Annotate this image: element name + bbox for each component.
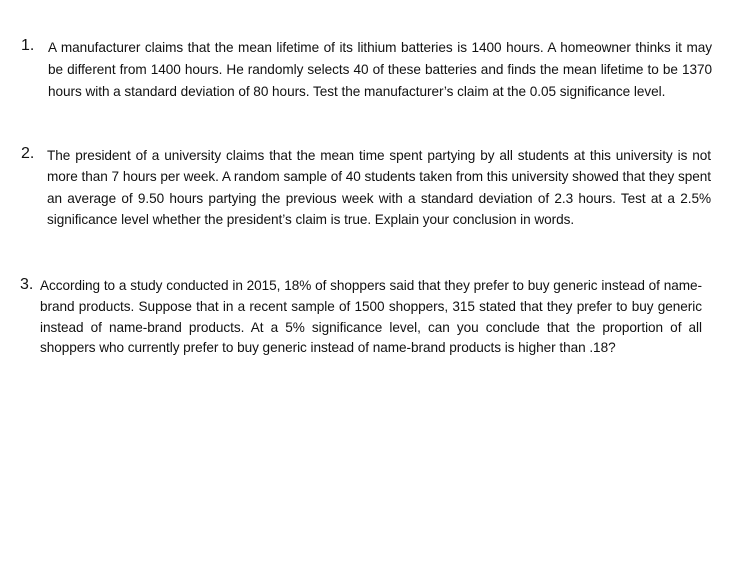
problem-text: According to a study conducted in 2015, 18% of shoppers said that they prefer to buy generic instead of name-brand products. Suppose that in a recent sample of 1500 shoppers, 315 stated that they prefer to buy generic instead of name-brand products. At a 5% significance level, can you conclude that the proportion of all shoppers who currently prefer to buy generic instead of name-brand products is higher than .18? — [40, 278, 702, 356]
problem-text: The president of a university claims that the mean time spent partying by all students at this university is not more than 7 hours per week. A random sample of 40 students taken from this university showed that they spent an average of 9.50 hours partying the previous week with a standard deviation of 2.3 hours. Test at a 2.5% significance level whether the president’s claim is true. Explain your conclusion in words. — [47, 148, 711, 228]
problem-number: 3. — [20, 276, 34, 293]
problem-number: 2. — [21, 145, 35, 162]
problem-text: A manufacturer claims that the mean lifetime of its lithium batteries is 1400 hours. A homeowner thinks it may be different from 1400 hours. He randomly selects 40 of these batteries and finds the mean lifetime to be 1370 hours with a standard deviation of 80 hours. Test the manufacturer’s claim at the 0.05 significance level. — [48, 40, 712, 99]
problem-number: 1. — [21, 37, 35, 54]
